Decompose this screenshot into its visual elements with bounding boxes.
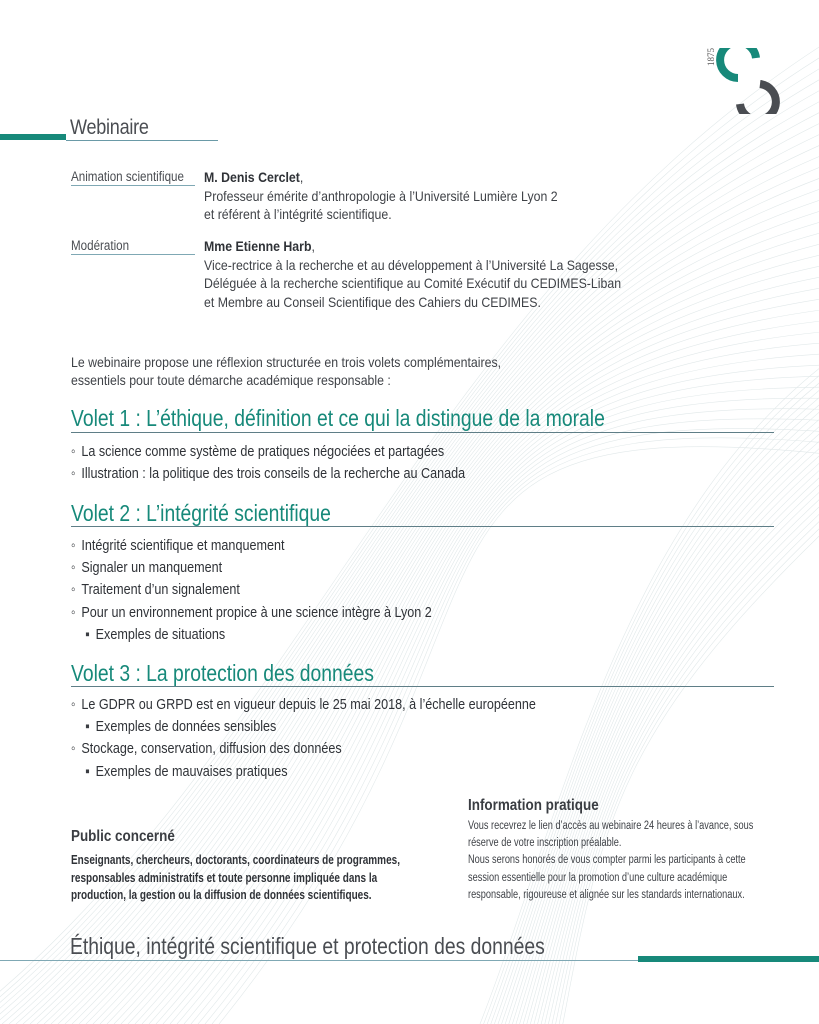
wave-line <box>494 389 819 1024</box>
speaker-name: M. Denis Cerclet <box>204 169 300 185</box>
speaker-detail: et référent à l’intégrité scientifique. <box>204 206 392 222</box>
volet-2-rule <box>71 526 774 527</box>
wave-line <box>498 396 819 1024</box>
speaker-role-rule <box>71 185 195 186</box>
speaker-name: Mme Etienne Harb <box>204 238 312 254</box>
wave-line <box>491 382 819 1024</box>
volet-2-title: Volet 2 : L’intégrité scientifique <box>71 500 331 526</box>
list-item: ◦ La science comme système de pratiques négociées et partagées <box>71 441 465 463</box>
info-line: réserve de votre inscription préalable. <box>468 837 622 850</box>
public-title: Public concerné <box>71 828 175 845</box>
speaker-detail: et Membre au Conseil Scientifique des Cahiers du CEDIMES. <box>204 293 541 310</box>
intro-paragraph <box>71 353 501 389</box>
public-line: responsables administratifs et toute personne impliquée dans la <box>71 870 378 885</box>
wave-line <box>527 454 819 1024</box>
public-line: Enseignants, chercheurs, doctorants, coordinateurs de programmes, <box>71 853 400 867</box>
speaker-detail: Déléguée à la recherche scientifique au Comité Exécutif du CEDIMES-Liban <box>204 275 622 291</box>
info-line: Vous recevrez le lien d’accès au webinaire 24 heures à l’avance, sous <box>468 820 754 832</box>
logo-year: 1875 <box>706 48 716 66</box>
list-item: ◦ Stockage, conservation, diffusion des données <box>71 738 536 760</box>
wave-line <box>538 475 819 1024</box>
list-item: ◦ Illustration : la politique des trois conseils de la recherche au Canada <box>71 463 465 485</box>
volet-1-list <box>71 441 465 485</box>
speaker-role: Modération <box>71 238 130 253</box>
volet-1-title: Volet 1 : L’éthique, définition et ce qui la distingue de la morale <box>71 405 605 431</box>
sub-list-item: ▪ Exemples de mauvaises pratiques <box>71 761 536 783</box>
list-item: ◦ Le GDPR ou GRPD est en vigueur depuis le 25 mai 2018, à l’échelle européenne <box>71 694 536 716</box>
wave-line <box>556 511 819 1024</box>
usj-logo-icon <box>716 48 782 114</box>
speaker-detail: Vice-rectrice à la recherche et au développement à l’Université La Sagesse, <box>204 256 619 273</box>
list-item: ◦ Traitement d’un signalement <box>71 579 432 601</box>
volet-3-rule <box>71 686 774 687</box>
speaker-detail: Professeur émérite d’anthropologie à l’Université Lumière Lyon 2 <box>204 187 558 204</box>
wave-line <box>563 526 819 1024</box>
public-text <box>71 852 400 905</box>
speaker-name-suffix: , <box>311 238 315 254</box>
intro-line: essentiels pour toute démarche académique responsable : <box>71 372 391 388</box>
info-line: Nous serons honorés de vous compter parmi les participants à cette <box>468 854 746 867</box>
speaker-role: Animation scientifique <box>71 169 184 184</box>
footer-accent-bar <box>638 956 819 962</box>
volet-3-title: Volet 3 : La protection des données <box>71 660 374 686</box>
sub-list-item: ▪ Exemples de situations <box>71 624 432 646</box>
footer-title: Éthique, intégrité scientifique et protection des données <box>70 933 545 959</box>
wave-line <box>552 504 819 1024</box>
info-line: responsable, rigoureuse et alignée sur les standards internationaux. <box>468 888 745 901</box>
sub-list-item: ▪ Exemples de données sensibles <box>71 716 536 738</box>
wave-line <box>523 446 819 1024</box>
list-item: ◦ Pour un environnement propice à une science intègre à Lyon 2 <box>71 602 432 624</box>
list-item: ◦ Intégrité scientifique et manquement <box>71 535 432 557</box>
wave-line <box>516 432 819 1024</box>
footer-rule <box>0 960 640 961</box>
info-title: Information pratique <box>468 797 599 814</box>
header-title: Webinaire <box>70 116 149 139</box>
volet-3-list <box>71 694 536 783</box>
info-text <box>468 818 753 904</box>
wave-line <box>487 374 819 1024</box>
volet-2-list <box>71 535 432 646</box>
header-rule <box>66 140 218 141</box>
public-line: production, la gestion ou la diffusion de données scientifiques. <box>71 888 372 902</box>
speaker-name-suffix: , <box>299 169 304 185</box>
header-accent-bar <box>0 134 66 140</box>
wave-line <box>534 468 819 1024</box>
info-line: session essentielle pour la promotion d’une culture académique <box>468 871 728 884</box>
speaker-role-rule <box>71 254 195 255</box>
speaker-block <box>204 168 558 224</box>
volet-1-rule <box>71 432 774 433</box>
intro-line: Le webinaire propose une réflexion structurée en trois volets complémentaires, <box>71 354 502 370</box>
speaker-block <box>204 237 621 311</box>
list-item: ◦ Signaler un manquement <box>71 557 432 579</box>
wave-line <box>541 482 819 1024</box>
